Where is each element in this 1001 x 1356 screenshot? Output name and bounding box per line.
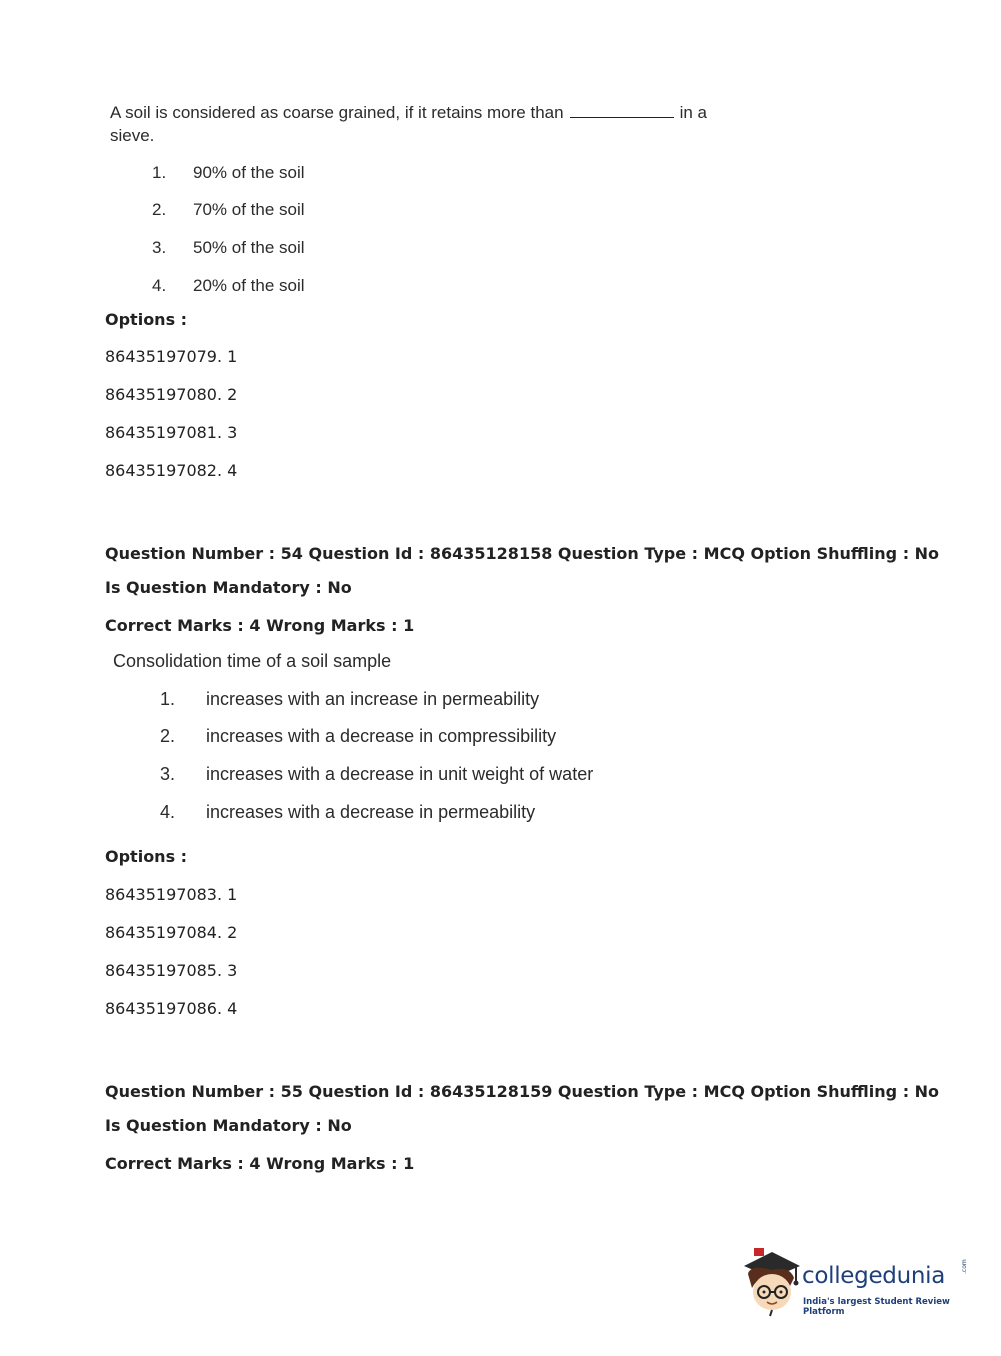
question-53-stem-line1 [110,101,707,124]
question-55-mandatory: Is Question Mandatory : No [105,1116,352,1135]
question-54-choice-text: increases with a decrease in compressibility [206,726,557,746]
options-label: Options : [105,310,188,329]
question-54-choice-text: increases with a decrease in unit weight of water [206,764,594,784]
question-53-choice-number: 3. [152,238,167,257]
question-53-choice-number: 1. [152,163,167,182]
question-53-choice-number: 4. [152,276,167,295]
option-id: 86435197082. 4 [105,461,238,480]
question-55-header: Question Number : 55 Question Id : 86435128159 Question Type : MCQ Option Shuffling : No [105,1082,940,1101]
option-id: 86435197080. 2 [105,385,238,404]
question-54-stem: Consolidation time of a soil sample [113,651,392,671]
question-53-stem-line2: sieve. [110,126,155,145]
option-id: 86435197079. 1 [105,347,238,366]
answer-blank [570,103,674,118]
option-id: 86435197085. 3 [105,961,238,980]
logo-domain-suffix: .com [961,1259,968,1274]
question-54-choice-number: 1. [160,689,176,709]
logo-tagline: India's largest Student Review Platform [803,1297,950,1317]
question-54-choice-number: 3. [160,764,176,784]
question-54-choice-text: increases with a decrease in permeability [206,802,536,822]
question-53-choice-text: 70% of the soil [193,200,305,219]
question-54-marks: Correct Marks : 4 Wrong Marks : 1 [105,616,415,635]
question-53-choice-text: 90% of the soil [193,163,305,182]
logo-wordmark: collegedunia [802,1263,946,1289]
option-id: 86435197084. 2 [105,923,238,942]
question-53-choice-number: 2. [152,200,167,219]
question-54-choice-text: increases with an increase in permeability [206,689,540,709]
question-54-header: Question Number : 54 Question Id : 86435128158 Question Type : MCQ Option Shuffling : No [105,544,940,563]
student-mascot-icon [740,1248,802,1318]
collegedunia-logo[interactable] [740,1248,970,1318]
option-id: 86435197083. 1 [105,885,238,904]
question-55-marks: Correct Marks : 4 Wrong Marks : 1 [105,1154,415,1173]
question-53-choice-text: 50% of the soil [193,238,305,257]
option-id: 86435197081. 3 [105,423,238,442]
question-53-choice-text: 20% of the soil [193,276,305,295]
option-id: 86435197086. 4 [105,999,238,1018]
options-label: Options : [105,847,188,866]
question-54-choice-number: 4. [160,802,176,822]
question-53-stem-after: in a [679,103,707,122]
question-53-stem-before: A soil is considered as coarse grained, if it retains more than [110,103,564,122]
question-54-mandatory: Is Question Mandatory : No [105,578,352,597]
question-54-choice-number: 2. [160,726,176,746]
